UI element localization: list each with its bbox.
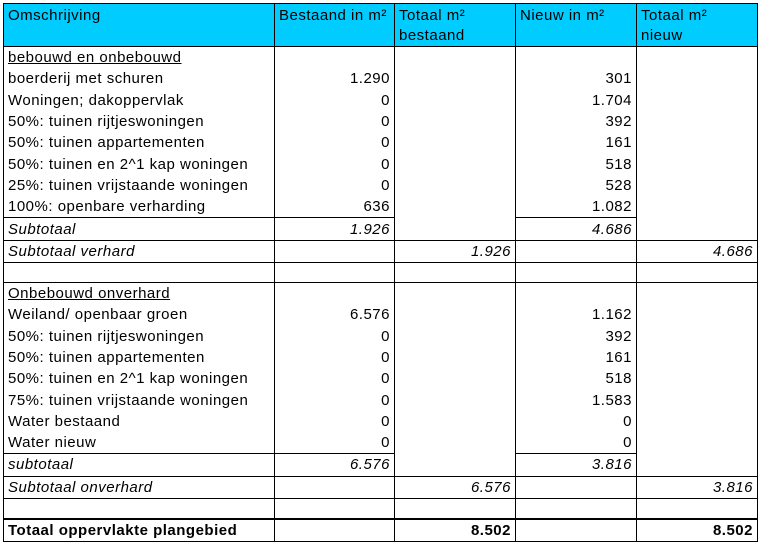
section-title-cell[interactable] [4,47,275,69]
table-row [4,90,758,111]
empty-cell[interactable] [516,498,637,519]
empty-cell[interactable] [637,111,758,132]
empty-cell[interactable] [637,368,758,389]
totaal-bestaand-onverhard[interactable]: 6.576 [395,476,516,498]
subtotal-nieuw[interactable]: 3.816 [516,454,637,476]
row-label[interactable]: 50%: tuinen appartementen [4,132,275,153]
empty-cell[interactable] [637,411,758,432]
row-label[interactable]: 50%: tuinen en 2^1 kap woningen [4,153,275,174]
empty-cell[interactable] [275,498,395,519]
nieuw-value[interactable]: 1.162 [516,304,637,325]
table-row [4,432,758,454]
header-omschrijving[interactable]: Omschrijving [4,4,275,47]
empty-cell[interactable] [275,519,395,542]
section-onverhard-row [4,282,758,304]
header-nieuw[interactable]: Nieuw in m² [516,4,637,47]
empty-cell[interactable] [395,368,516,389]
bestaand-value[interactable]: 0 [275,90,395,111]
empty-cell[interactable] [637,68,758,89]
row-label[interactable]: 100%: openbare verharding [4,196,275,218]
nieuw-value[interactable]: 301 [516,68,637,89]
nieuw-value[interactable]: 518 [516,153,637,174]
empty-cell[interactable] [395,218,516,240]
row-label[interactable]: boerderij met schuren [4,68,275,89]
nieuw-value[interactable]: 1.082 [516,196,637,218]
row-label[interactable]: 75%: tuinen vrijstaande woningen [4,389,275,410]
row-label[interactable]: 25%: tuinen vrijstaande woningen [4,175,275,196]
empty-cell[interactable] [395,196,516,218]
subtotal-bestaand[interactable]: 6.576 [275,454,395,476]
bestaand-value[interactable]: 0 [275,153,395,174]
nieuw-value[interactable]: 0 [516,432,637,454]
empty-cell[interactable] [395,326,516,347]
bestaand-value[interactable]: 0 [275,347,395,368]
empty-cell[interactable] [637,454,758,476]
area-table [3,3,758,542]
totaal-bestaand-verhard[interactable]: 1.926 [395,240,516,262]
empty-cell[interactable] [637,262,758,282]
empty-cell[interactable] [637,282,758,304]
total-label[interactable]: Totaal oppervlakte plangebied [4,519,275,542]
empty-cell[interactable] [637,498,758,519]
empty-cell[interactable] [395,111,516,132]
bestaand-value[interactable]: 1.290 [275,68,395,89]
empty-cell[interactable] [395,498,516,519]
empty-cell[interactable] [637,47,758,69]
subtotal-label[interactable]: Subtotaal [4,218,275,240]
empty-cell[interactable] [395,132,516,153]
table-row [4,411,758,432]
empty-cell[interactable] [395,68,516,89]
empty-cell[interactable] [275,47,395,69]
total-nieuw[interactable]: 8.502 [637,519,758,542]
table-row [4,68,758,89]
empty-cell[interactable] [637,153,758,174]
header-totaal-bestaand[interactable]: Totaal m² bestaand [395,4,516,47]
bestaand-value[interactable]: 0 [275,175,395,196]
nieuw-value[interactable]: 518 [516,368,637,389]
subtotal-row [4,218,758,240]
subtotal-bestaand[interactable]: 1.926 [275,218,395,240]
empty-cell[interactable] [516,240,637,262]
header-row [4,4,758,47]
totaal-nieuw-onverhard[interactable]: 3.816 [637,476,758,498]
nieuw-value[interactable]: 0 [516,411,637,432]
empty-cell[interactable] [637,432,758,454]
row-label[interactable]: Water nieuw [4,432,275,454]
row-label[interactable]: Weiland/ openbaar groen [4,304,275,325]
row-label[interactable]: 50%: tuinen en 2^1 kap woningen [4,368,275,389]
table-row [4,132,758,153]
row-label[interactable]: 50%: tuinen rijtjeswoningen [4,326,275,347]
empty-cell[interactable] [4,498,275,519]
nieuw-value[interactable]: 528 [516,175,637,196]
table-row [4,196,758,218]
spacer-row [4,262,758,282]
nieuw-value[interactable]: 161 [516,132,637,153]
subtotal-verhard-row [4,240,758,262]
header-bestaand[interactable]: Bestaand in m² [275,4,395,47]
table-row [4,389,758,410]
table-row [4,368,758,389]
empty-cell[interactable] [637,90,758,111]
empty-cell[interactable] [395,153,516,174]
empty-cell[interactable] [275,282,395,304]
row-label[interactable]: Water bestaand [4,411,275,432]
nieuw-value[interactable]: 161 [516,347,637,368]
nieuw-value[interactable]: 392 [516,326,637,347]
empty-cell[interactable] [637,389,758,410]
empty-cell[interactable] [395,454,516,476]
subtotal-row [4,454,758,476]
subtotal-onverhard-row [4,476,758,498]
row-label[interactable]: 50%: tuinen appartementen [4,347,275,368]
empty-cell[interactable] [275,262,395,282]
empty-cell[interactable] [395,411,516,432]
row-label[interactable]: 50%: tuinen rijtjeswoningen [4,111,275,132]
table-row [4,111,758,132]
table-row [4,304,758,325]
empty-cell[interactable] [516,262,637,282]
empty-cell[interactable] [395,389,516,410]
bestaand-value[interactable]: 0 [275,432,395,454]
bestaand-value[interactable]: 0 [275,132,395,153]
empty-cell[interactable] [637,196,758,218]
empty-cell[interactable] [275,476,395,498]
empty-cell[interactable] [395,347,516,368]
section-bebouwd-row [4,47,758,69]
empty-cell[interactable] [637,132,758,153]
bestaand-value[interactable]: 0 [275,326,395,347]
empty-cell[interactable] [395,262,516,282]
empty-cell[interactable] [395,90,516,111]
empty-cell[interactable] [395,304,516,325]
row-label[interactable]: Woningen; dakoppervlak [4,90,275,111]
bestaand-value[interactable]: 0 [275,368,395,389]
bestaand-value[interactable]: 0 [275,411,395,432]
nieuw-value[interactable]: 1.583 [516,389,637,410]
empty-cell[interactable] [516,519,637,542]
empty-cell[interactable] [395,175,516,196]
empty-cell[interactable] [516,282,637,304]
bestaand-value[interactable]: 636 [275,196,395,218]
bestaand-value[interactable]: 0 [275,389,395,410]
empty-cell[interactable] [395,282,516,304]
subtotal-nieuw[interactable]: 4.686 [516,218,637,240]
table-row [4,153,758,174]
empty-cell[interactable] [637,304,758,325]
empty-cell[interactable] [395,47,516,69]
section-title-bebouwd: bebouwd en onbebouwd [8,49,182,67]
table-row [4,175,758,196]
subtotal-onverhard-label[interactable]: Subtotaal onverhard [4,476,275,498]
bestaand-value[interactable]: 0 [275,111,395,132]
empty-cell[interactable] [637,347,758,368]
nieuw-value[interactable]: 392 [516,111,637,132]
empty-cell[interactable] [395,432,516,454]
empty-cell[interactable] [275,240,395,262]
spacer-row [4,498,758,519]
bestaand-value[interactable]: 6.576 [275,304,395,325]
header-totaal-nieuw[interactable]: Totaal m² nieuw [637,4,758,47]
section-title-cell[interactable] [4,282,275,304]
table-row [4,326,758,347]
section-title-onverhard: Onbebouwd onverhard [8,285,171,303]
empty-cell[interactable] [637,218,758,240]
subtotal-label[interactable]: subtotaal [4,454,275,476]
totaal-nieuw-verhard[interactable]: 4.686 [637,240,758,262]
total-row [4,519,758,542]
empty-cell[interactable] [637,326,758,347]
total-bestaand[interactable]: 8.502 [395,519,516,542]
empty-cell[interactable] [516,47,637,69]
nieuw-value[interactable]: 1.704 [516,90,637,111]
table-row [4,347,758,368]
empty-cell[interactable] [4,262,275,282]
empty-cell[interactable] [637,175,758,196]
empty-cell[interactable] [516,476,637,498]
subtotal-verhard-label[interactable]: Subtotaal verhard [4,240,275,262]
